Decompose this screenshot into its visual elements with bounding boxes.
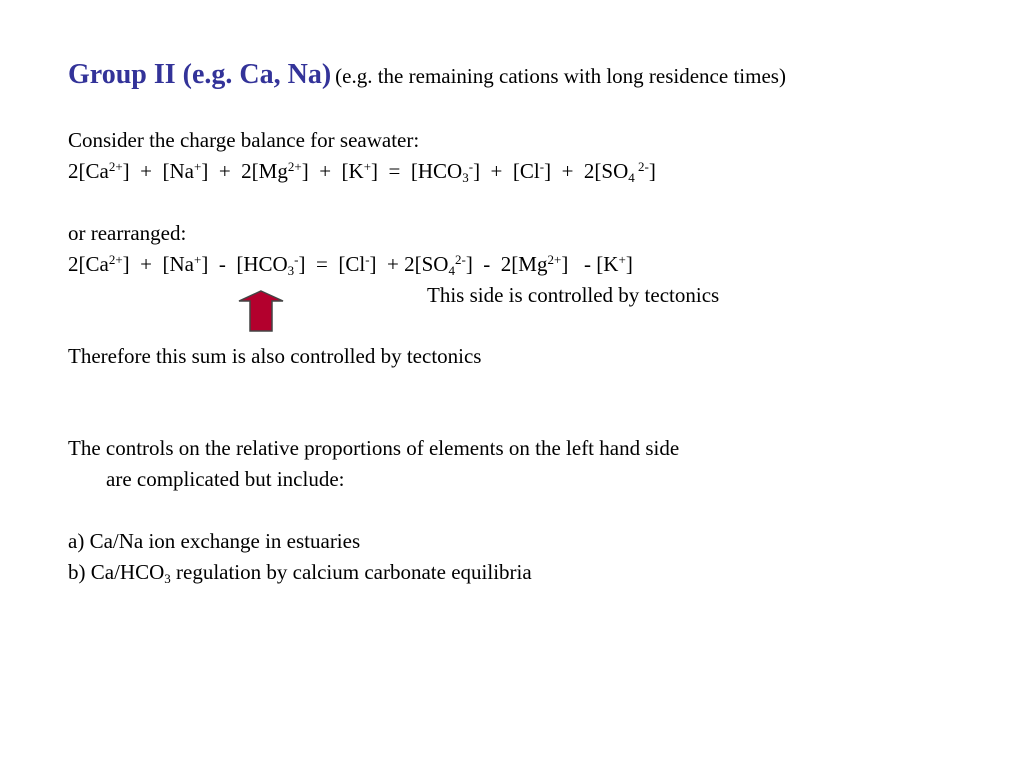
list-item-b: b) $Ca/HCO_3$ regulation by calcium carbonate equilibria	[68, 560, 532, 586]
up-arrow-icon	[238, 290, 284, 332]
title-main: Group II (e.g. Ca, Na)	[68, 59, 332, 90]
rearranged-equation: $2[Ca^{2+}] + [Na^+] - [HCO_3^-] = [Cl^-] + 2[SO_4^{2-}] - 2[Mg^{2+}] - [K^+]$	[68, 251, 633, 278]
tectonics-note: This side is controlled by tectonics	[427, 283, 720, 307]
list-item-a: a) Ca/Na ion exchange in estuaries	[68, 529, 361, 553]
rearranged-label: or rearranged:	[68, 221, 187, 245]
slide-title	[68, 58, 786, 96]
controls-text-line2: are complicated but include:	[106, 467, 345, 491]
controls-text-line1: The controls on the relative proportions of elements on the left hand side	[68, 436, 680, 460]
charge-balance-equation: $2[Ca^{2+}] + [Na^+] + 2[Mg^{2+}] + [K^+] = [HCO_3^-] + [Cl^-] + 2[SO_4$ $^{2-}$]	[68, 158, 656, 185]
therefore-text: Therefore this sum is also controlled by tectonics	[68, 344, 482, 368]
title-subtitle: (e.g. the remaining cations with long residence times)	[335, 64, 786, 88]
intro-text: Consider the charge balance for seawater:	[68, 128, 420, 152]
